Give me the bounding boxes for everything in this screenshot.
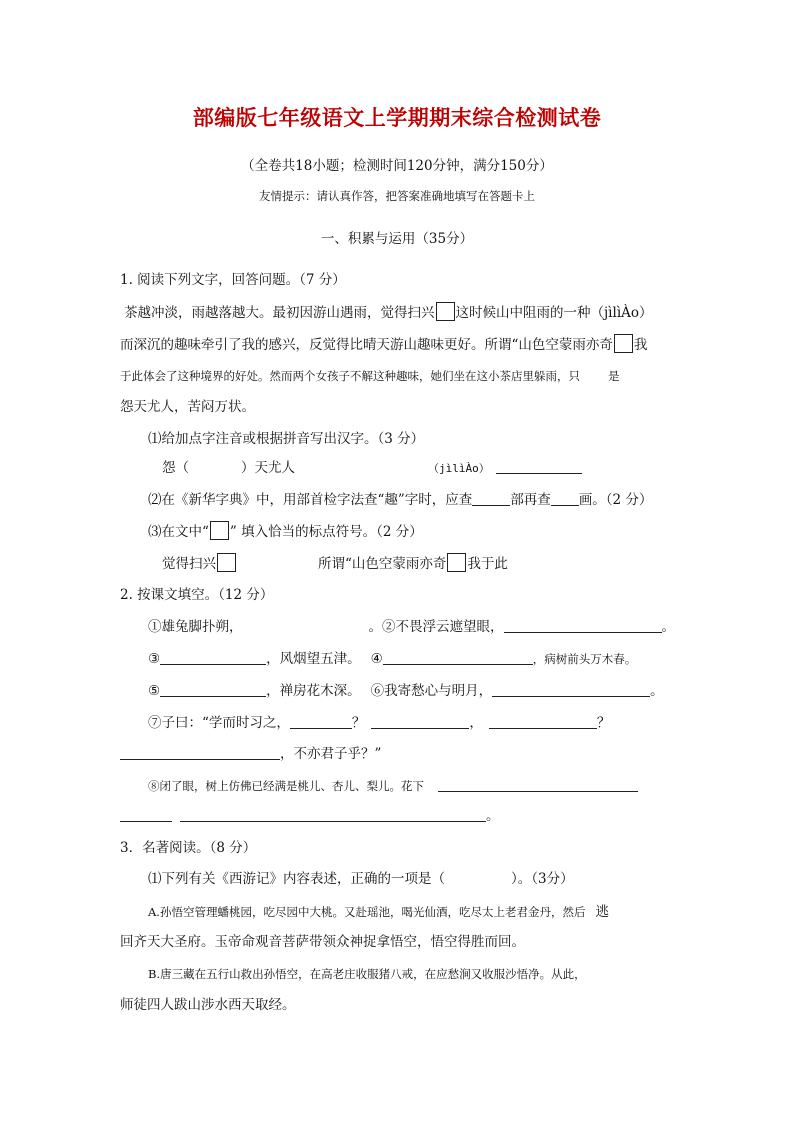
- sub-question-3: ⑶在文中“ ” 填入恰当的标点符号。（2 分）: [148, 521, 423, 542]
- exam-title: 部编版七年级语文上学期期末综合检测试卷: [192, 105, 602, 130]
- answer-blank[interactable]: [496, 458, 582, 474]
- pinyin-answer: （jìlìÀo）: [428, 458, 582, 479]
- answer-box[interactable]: [447, 553, 466, 572]
- fill-line-6: ⑧闭了眼，树上仿佛已经满是桃儿、杏儿、梨儿。花下: [148, 776, 638, 796]
- answer-blank[interactable]: [383, 649, 533, 665]
- answer-box[interactable]: [614, 334, 633, 353]
- answer-blank[interactable]: [489, 713, 597, 729]
- question-2-heading: 2. 按课文填空。（12 分）: [120, 587, 274, 603]
- passage-line-1: 茶越冲淡，雨越落越大。最初因游山遇雨，觉得扫兴 这时候山中阻雨的一种（jìlìÀo）: [124, 302, 653, 323]
- answer-blank[interactable]: [551, 490, 579, 506]
- fill-line-7: 。: [120, 806, 500, 826]
- question-1-heading: 1. 阅读下列文字，回答问题。（7 分）: [120, 272, 346, 288]
- sub-question-1-answer: 怨（ ）天尤人: [162, 460, 295, 476]
- fill-line-3: ⑤ ，禅房花木深。 ⑥我寄愁心与明月， 。: [148, 683, 664, 699]
- answer-box[interactable]: [217, 553, 236, 572]
- answer-blank[interactable]: [180, 806, 486, 822]
- answer-blank[interactable]: [160, 681, 266, 697]
- fill-line-5: ，不亦君子乎？”: [120, 744, 381, 764]
- passage-line-3: 于此体会了这种境界的好处。然而两个女孩子不解这种趣味，她们坐在这小茶店里躲雨，只 是: [120, 369, 620, 383]
- answer-blank[interactable]: [472, 490, 510, 506]
- passage-line-2: 而深沉的趣味牵引了我的感兴，反觉得比晴天游山趣味更好。所谓“山色空蒙雨亦奇 我: [120, 334, 647, 355]
- option-b-line-1: B.唐三藏在五行山救出孙悟空，在高老庄收服猪八戒，在应愁涧又收服沙悟净。从此，: [148, 967, 586, 981]
- fill-line-4: ⑦子曰：“学而时习之， ？ ， ？: [148, 715, 611, 731]
- answer-blank[interactable]: [290, 713, 352, 729]
- question-3-heading: 3．名著阅读。（8 分）: [120, 840, 257, 856]
- answer-blank[interactable]: [120, 744, 280, 760]
- section-heading: 一、积累与运用（35分）: [320, 231, 474, 247]
- exam-info: （全卷共18小题；检测时间120分钟，满分150分）: [241, 158, 553, 174]
- fill-line-1: ①雄兔脚扑朔， 。②不畏浮云遮望眼， 。: [148, 619, 675, 635]
- sub-question-3-1: ⑴下列有关《西游记》内容表述，正确的一项是（ ）。（3分）: [148, 871, 574, 887]
- option-b-line-2: 师徒四人跋山涉水西天取经。: [120, 997, 296, 1013]
- answer-box: [210, 521, 229, 540]
- answer-blank[interactable]: [120, 806, 172, 822]
- answer-blank[interactable]: [438, 776, 638, 792]
- passage-line-4: 怨天尤人，苦闷万状。: [120, 399, 255, 415]
- punctuation-answer-1: 觉得扫兴: [162, 553, 237, 574]
- answer-blank[interactable]: [160, 649, 266, 665]
- answer-blank[interactable]: [492, 681, 650, 697]
- answer-blank[interactable]: [504, 617, 662, 633]
- option-a-line-2: 回齐天大圣府。玉帝命观音菩萨带领众神捉拿悟空，悟空得胜而回。: [120, 934, 525, 950]
- option-a-line-1: A.孙悟空管理蟠桃园，吃尽园中大桃。又赴瑶池，喝光仙酒，吃尽太上老君金丹，然后 逃: [148, 904, 609, 920]
- sub-question-2: ⑵在《新华字典》中，用部首检字法查“趣”字时，应查 部再查 画。（2 分）: [148, 492, 653, 508]
- friendly-tip: 友情提示：请认真作答，把答案准确地填写在答题卡上: [259, 189, 535, 203]
- answer-box[interactable]: [436, 302, 455, 321]
- fill-line-2: ③ ，风烟望五津。 ④ ，病树前头万木春。: [148, 651, 637, 667]
- answer-blank[interactable]: [371, 713, 469, 729]
- punctuation-answer-2: 所谓“山色空蒙雨亦奇 我于此: [318, 553, 508, 574]
- sub-question-1: ⑴给加点字注音或根据拼音写出汉字。（3 分）: [148, 431, 425, 447]
